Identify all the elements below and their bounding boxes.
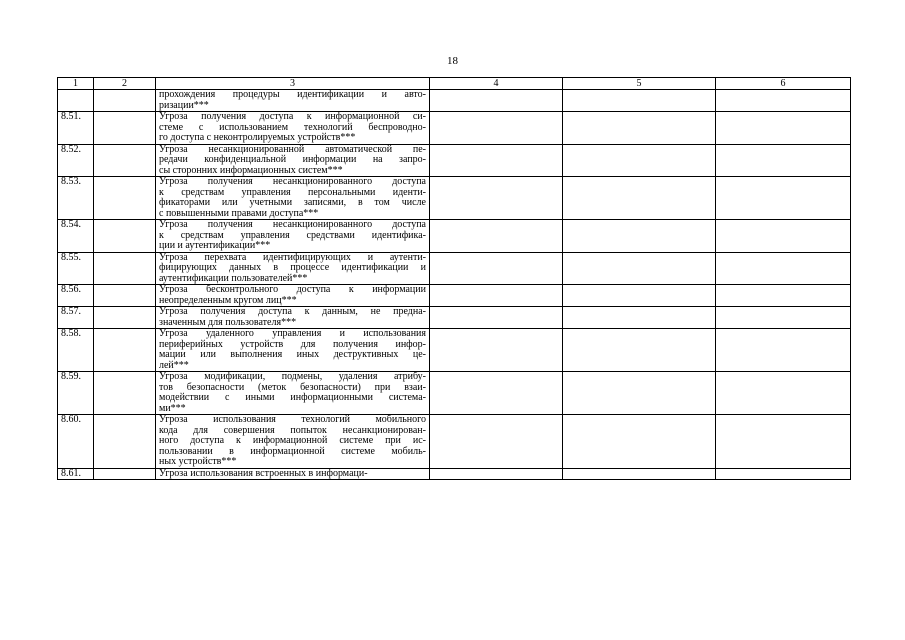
column-header: 2 bbox=[94, 78, 156, 90]
threat-description bbox=[156, 372, 430, 415]
row-number: 8.51. bbox=[58, 112, 94, 145]
description-line: Угроза удаленного управления и использования bbox=[159, 328, 426, 339]
threat-description bbox=[156, 90, 430, 112]
empty-cell bbox=[563, 415, 716, 469]
empty-cell bbox=[563, 90, 716, 112]
row-number bbox=[58, 90, 94, 112]
empty-cell bbox=[94, 285, 156, 307]
row-number: 8.57. bbox=[58, 307, 94, 329]
description-line: фицирующих данных в процессе идентификации и bbox=[159, 262, 426, 273]
row-number: 8.60. bbox=[58, 415, 94, 469]
table-row bbox=[58, 144, 851, 177]
empty-cell bbox=[94, 307, 156, 329]
table-row bbox=[58, 468, 851, 480]
empty-cell bbox=[563, 285, 716, 307]
empty-cell bbox=[430, 329, 563, 372]
threat-description bbox=[156, 252, 430, 285]
description-line: Угроза модификации, подмены, удаления атрибу- bbox=[159, 371, 426, 382]
description-line: фикаторами или учетными записями, в том числе bbox=[159, 197, 426, 208]
threats-table bbox=[57, 77, 851, 480]
table-row bbox=[58, 252, 851, 285]
row-number: 8.59. bbox=[58, 372, 94, 415]
empty-cell bbox=[430, 415, 563, 469]
table-row bbox=[58, 220, 851, 253]
table-row bbox=[58, 307, 851, 329]
empty-cell bbox=[430, 372, 563, 415]
description-line: прохождения процедуры идентификации и авто- bbox=[159, 89, 426, 100]
description-line: ных устройств*** bbox=[159, 456, 237, 467]
empty-cell bbox=[430, 468, 563, 480]
table-row bbox=[58, 177, 851, 220]
description-line: Угроза получения доступа к информационной си- bbox=[159, 111, 426, 122]
description-line: Угроза получения несанкционированного доступа bbox=[159, 219, 426, 230]
empty-cell bbox=[430, 177, 563, 220]
empty-cell bbox=[716, 468, 851, 480]
description-line: аутентификации пользователей*** bbox=[159, 272, 308, 284]
empty-cell bbox=[716, 329, 851, 372]
table-row bbox=[58, 90, 851, 112]
empty-cell bbox=[430, 144, 563, 177]
threat-description bbox=[156, 220, 430, 253]
empty-cell bbox=[716, 220, 851, 253]
empty-cell bbox=[94, 372, 156, 415]
description-line: Угроза получения несанкционированного доступа bbox=[159, 176, 426, 187]
empty-cell bbox=[563, 177, 716, 220]
description-line: ризации*** bbox=[159, 99, 209, 111]
threat-description bbox=[156, 307, 430, 329]
empty-cell bbox=[94, 177, 156, 220]
table-row bbox=[58, 415, 851, 469]
row-number: 8.53. bbox=[58, 177, 94, 220]
empty-cell bbox=[94, 90, 156, 112]
row-number: 8.58. bbox=[58, 329, 94, 372]
threat-description bbox=[156, 144, 430, 177]
empty-cell bbox=[94, 329, 156, 372]
empty-cell bbox=[563, 372, 716, 415]
threat-description bbox=[156, 468, 430, 480]
table-row bbox=[58, 112, 851, 145]
column-header: 1 bbox=[58, 78, 94, 90]
empty-cell bbox=[716, 144, 851, 177]
empty-cell bbox=[716, 307, 851, 329]
empty-cell bbox=[716, 112, 851, 145]
description-line: ми*** bbox=[159, 402, 186, 414]
empty-cell bbox=[563, 329, 716, 372]
empty-cell bbox=[563, 144, 716, 177]
empty-cell bbox=[563, 468, 716, 480]
row-number: 8.61. bbox=[58, 468, 94, 480]
table-row bbox=[58, 285, 851, 307]
column-header: 5 bbox=[563, 78, 716, 90]
description-line: пользовании в информационной системе мобиль- bbox=[159, 445, 426, 457]
description-line: Угроза бесконтрольного доступа к информации bbox=[159, 284, 426, 295]
column-header: 3 bbox=[156, 78, 430, 90]
empty-cell bbox=[563, 220, 716, 253]
empty-cell bbox=[563, 307, 716, 329]
description-line: тов безопасности (меток безопасности) при взаи- bbox=[159, 381, 426, 393]
empty-cell bbox=[94, 468, 156, 480]
threat-description bbox=[156, 177, 430, 220]
empty-cell bbox=[430, 220, 563, 253]
description-line: с повышенными правами доступа*** bbox=[159, 207, 319, 219]
empty-cell bbox=[94, 415, 156, 469]
description-line: Угроза использования встроенных в информаци- bbox=[159, 467, 368, 479]
description-line: неопределенным кругом лиц*** bbox=[159, 294, 297, 306]
threat-description bbox=[156, 112, 430, 145]
table-row bbox=[58, 329, 851, 372]
description-line: Угроза перехвата идентифицирующих и аутенти- bbox=[159, 251, 426, 263]
description-line: Угроза использования технологий мобильного bbox=[159, 414, 426, 425]
description-line: ции и аутентификации*** bbox=[159, 240, 271, 251]
table-header-row bbox=[58, 78, 851, 90]
description-line: сы сторонних информационных систем*** bbox=[159, 164, 343, 176]
empty-cell bbox=[430, 90, 563, 112]
threat-description bbox=[156, 329, 430, 372]
description-line: стеме с использованием технологий беспроводно- bbox=[159, 121, 426, 133]
empty-cell bbox=[716, 252, 851, 285]
description-line: к средствам управления персональными иденти- bbox=[159, 186, 426, 198]
description-line: Угроза получения доступа к данным, не предна- bbox=[159, 306, 426, 317]
empty-cell bbox=[716, 90, 851, 112]
row-number: 8.54. bbox=[58, 220, 94, 253]
empty-cell bbox=[716, 285, 851, 307]
empty-cell bbox=[563, 252, 716, 285]
row-number: 8.52. bbox=[58, 144, 94, 177]
page-number: 18 bbox=[447, 55, 458, 67]
empty-cell bbox=[716, 415, 851, 469]
description-line: го доступа с неконтролируемых устройств*** bbox=[159, 132, 356, 143]
description-line: мации или выполнения иных деструктивных це- bbox=[159, 349, 426, 360]
empty-cell bbox=[430, 285, 563, 307]
empty-cell bbox=[716, 177, 851, 220]
empty-cell bbox=[430, 307, 563, 329]
description-line: редачи конфиденциальной информации на запро- bbox=[159, 154, 426, 165]
description-line: к средствам управления средствами идентифика- bbox=[159, 229, 426, 241]
description-line: Угроза несанкционированной автоматической пе- bbox=[159, 143, 426, 155]
column-header: 6 bbox=[716, 78, 851, 90]
description-line: модействии с иными информационными системa- bbox=[159, 392, 426, 403]
empty-cell bbox=[94, 252, 156, 285]
row-number: 8.55. bbox=[58, 252, 94, 285]
empty-cell bbox=[94, 220, 156, 253]
column-header: 4 bbox=[430, 78, 563, 90]
empty-cell bbox=[430, 252, 563, 285]
table-row bbox=[58, 372, 851, 415]
description-line: значенным для пользователя*** bbox=[159, 316, 297, 328]
threat-description bbox=[156, 285, 430, 307]
empty-cell bbox=[94, 112, 156, 145]
description-line: периферийных устройств для получения инфор- bbox=[159, 338, 426, 350]
empty-cell bbox=[716, 372, 851, 415]
description-line: ного доступа к информационной системе при ис- bbox=[159, 435, 426, 446]
row-number: 8.56. bbox=[58, 285, 94, 307]
threat-description bbox=[156, 415, 430, 469]
empty-cell bbox=[430, 112, 563, 145]
empty-cell bbox=[94, 144, 156, 177]
empty-cell bbox=[563, 112, 716, 145]
description-line: лей*** bbox=[159, 359, 189, 371]
description-line: кода для совершения попыток несанкционирован- bbox=[159, 424, 426, 436]
